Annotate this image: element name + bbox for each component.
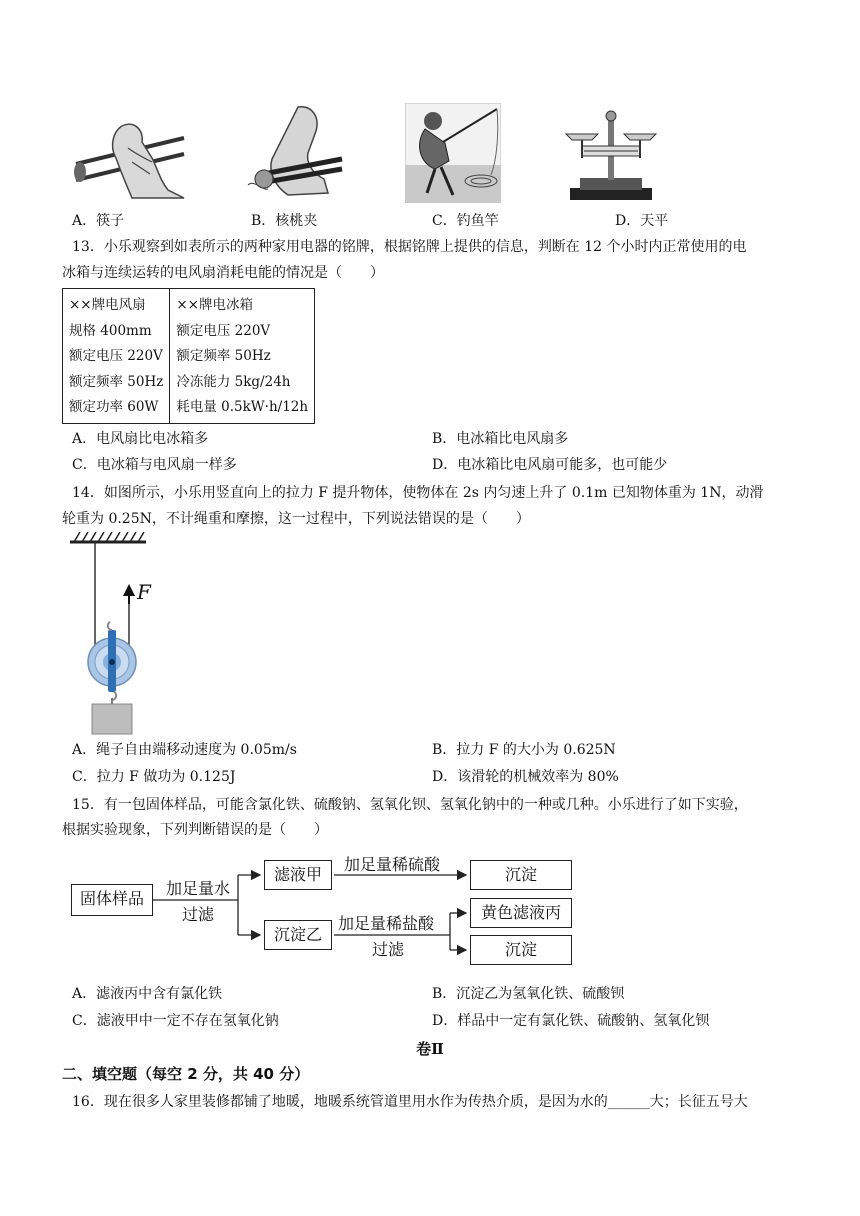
nameplate-table: [62, 288, 315, 424]
force-f-label: F: [137, 580, 151, 604]
chopsticks-image: [72, 118, 187, 200]
q15-option-b[interactable]: B．沉淀乙为氢氧化铁、硫酸钡: [432, 986, 625, 1002]
q13-option-d[interactable]: D．电冰箱比电风扇可能多，也可能少: [432, 457, 668, 473]
fan-spec: 额定电压 220V: [69, 348, 163, 364]
balance-scale-image: [556, 108, 666, 203]
q15-stem-line1: 15．有一包固体样品，可能含氯化铁、硫酸钠、氢氧化钡、氢氧化钠中的一种或几种。小乐进行了如下实验，: [72, 797, 748, 813]
fridge-spec: 冷冻能力 5kg/24h: [176, 373, 291, 390]
q13-stem-line2: 冰箱与连续运转的电风扇消耗电能的情况是（ ）: [62, 265, 384, 281]
fan-spec: 额定功率 60W: [69, 399, 159, 415]
flow-step3-filter: 过滤: [372, 940, 405, 959]
q12-option-a[interactable]: A．筷子: [72, 213, 125, 229]
flow-step3-label: 加足量稀盐酸: [338, 914, 435, 933]
fridge-nameplate: [170, 289, 315, 424]
flow-solid-sample: 固体样品: [71, 884, 153, 916]
q15-option-c[interactable]: C．滤液甲中一定不存在氢氧化钠: [72, 1013, 279, 1029]
pulley-diagram: [68, 532, 168, 736]
q14-option-a[interactable]: A．绳子自由端移动速度为 0.05m/s: [72, 742, 297, 758]
flow-step1-filter: 过滤: [182, 905, 215, 924]
q12-option-b[interactable]: B．核桃夹: [251, 213, 318, 229]
fan-spec: 额定频率 50Hz: [69, 373, 164, 390]
q13-option-c[interactable]: C．电冰箱与电风扇一样多: [72, 457, 237, 473]
q14-option-d[interactable]: D．该滑轮的机械效率为 80%: [432, 769, 619, 785]
fan-spec: ××牌电风扇: [69, 297, 146, 313]
fridge-spec: 额定频率 50Hz: [176, 348, 271, 364]
fridge-spec: ××牌电冰箱: [176, 297, 253, 313]
q16-stem-line1: 16．现在很多人家里装修都铺了地暖，地暖系统管道里用水作为传热介质，是因为水的______大；长征五号大: [72, 1094, 748, 1110]
fishing-rod-image: [405, 103, 501, 203]
flow-step2-label: 加足量稀硫酸: [344, 855, 441, 874]
q14-option-c[interactable]: C．拉力 F 做功为 0.125J: [72, 769, 236, 785]
flow-filtrate-a: 滤液甲: [264, 860, 332, 890]
volume-title: 卷Ⅱ: [416, 1040, 444, 1058]
q15-option-a[interactable]: A．滤液丙中含有氯化铁: [72, 986, 223, 1002]
q15-stem-line2: 根据实验现象，下列判断错误的是（ ）: [62, 822, 328, 838]
q13-option-a[interactable]: A．电风扇比电冰箱多: [72, 431, 209, 447]
q14-stem-line1: 14．如图所示，小乐用竖直向上的拉力 F 提升物体，使物体在 2s 内匀速上升了 0.1m 已知物体重为 1N，动滑: [72, 485, 764, 501]
q12-option-c[interactable]: C．钓鱼竿: [432, 213, 499, 229]
fan-nameplate: [63, 289, 170, 424]
flow-step1-label: 加足量水: [166, 879, 231, 898]
flow-filtrate-c: 黄色滤液丙: [470, 898, 572, 928]
fridge-spec: 耗电量 0.5kW·h/12h: [176, 399, 309, 415]
walnut-cracker-image: [238, 103, 353, 200]
q13-stem-line1: 13．小乐观察到如表所示的两种家用电器的铭牌，根据铭牌上提供的信息，判断在 12 个小时内正常使用的电: [72, 239, 747, 255]
flow-precipitate-b: 沉淀乙: [264, 920, 332, 950]
flow-precipitate-result: 沉淀: [470, 860, 572, 890]
fridge-spec: 额定电压 220V: [176, 322, 271, 339]
q14-stem-line2: 轮重为 0.25N，不计绳重和摩擦，这一过程中，下列说法错误的是（ ）: [62, 511, 530, 527]
q15-option-d[interactable]: D．样品中一定有氯化铁、硫酸钠、氢氧化钡: [432, 1013, 710, 1029]
flow-precipitate-result2: 沉淀: [470, 935, 572, 965]
section-title: 二、填空题（每空 2 分，共 40 分）: [62, 1065, 310, 1083]
q14-option-b[interactable]: B．拉力 F 的大小为 0.625N: [432, 742, 616, 758]
fan-spec: 规格 400mm: [69, 322, 152, 339]
q12-option-d[interactable]: D．天平: [615, 213, 669, 229]
q13-option-b[interactable]: B．电冰箱比电风扇多: [432, 431, 569, 447]
